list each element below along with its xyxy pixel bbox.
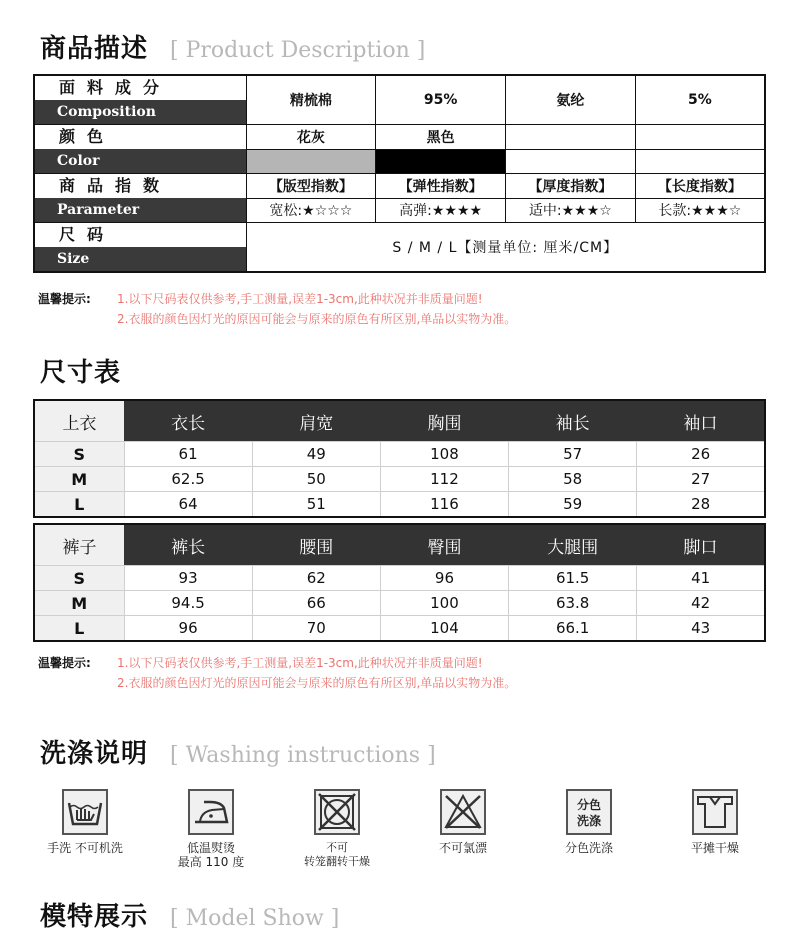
size-value: S / M / L【测量单位: 厘米/CM】 bbox=[246, 223, 765, 273]
pants-size-table bbox=[33, 523, 766, 642]
composition-label-en: Composition bbox=[35, 100, 246, 124]
dry-flat-label: 平摊干燥 bbox=[690, 841, 739, 855]
row-size-label: L bbox=[34, 492, 124, 518]
table-cell: 64 bbox=[124, 492, 252, 518]
note-label: 温馨提示: bbox=[38, 292, 91, 306]
no-tumble-dry-icon bbox=[312, 787, 362, 837]
parameter-value-elasticity: 高弹:★★★★ bbox=[376, 198, 506, 223]
pants-header-thigh: 大腿围 bbox=[509, 524, 637, 566]
description-table bbox=[33, 74, 766, 273]
color-swatch-black bbox=[376, 149, 506, 174]
top-header-category: 上衣 bbox=[34, 400, 124, 442]
row-size-label: L bbox=[34, 616, 124, 642]
parameter-label-cn: 商品指数 bbox=[35, 174, 246, 198]
note-line-2: 2.衣服的颜色因灯光的原因可能会与原来的原色有所区别,单品以实物为准。 bbox=[117, 312, 517, 326]
wash-item bbox=[156, 787, 266, 869]
composition-percent-1: 95% bbox=[376, 75, 506, 125]
table-cell: 58 bbox=[509, 467, 637, 492]
composition-percent-2: 5% bbox=[635, 75, 765, 125]
iron-label: 低温熨烫 bbox=[186, 841, 235, 855]
table-cell: 100 bbox=[380, 591, 508, 616]
color-swatch-gray bbox=[246, 149, 376, 174]
table-cell: 61.5 bbox=[509, 566, 637, 591]
note-block-1 bbox=[38, 289, 516, 329]
table-cell: 51 bbox=[252, 492, 380, 518]
dry-flat-icon bbox=[690, 787, 740, 837]
pants-header-category: 裤子 bbox=[34, 524, 124, 566]
table-row bbox=[34, 467, 765, 492]
top-header-chest: 胸围 bbox=[380, 400, 508, 442]
table-cell: 43 bbox=[637, 616, 765, 642]
table-cell: 96 bbox=[380, 566, 508, 591]
table-cell: 28 bbox=[637, 492, 765, 518]
color-label-cn: 颜色 bbox=[35, 125, 246, 149]
no-bleach-label: 不可氯漂 bbox=[438, 841, 487, 855]
no-bleach-icon bbox=[438, 787, 488, 837]
note-block-2 bbox=[38, 653, 516, 693]
wash-separately-icon-text-2: 洗涤 bbox=[576, 814, 602, 828]
parameter-header-elasticity: 【弹性指数】 bbox=[376, 174, 506, 199]
description-title-cn: 商品描述 bbox=[40, 34, 149, 64]
size-label-en: Size bbox=[35, 247, 246, 271]
row-size-label: S bbox=[34, 566, 124, 591]
size-row bbox=[34, 223, 765, 273]
wash-item bbox=[408, 787, 518, 869]
wash-item bbox=[660, 787, 770, 869]
size-section-title bbox=[40, 352, 121, 389]
wash-separately-icon bbox=[564, 787, 614, 837]
table-cell: 66 bbox=[252, 591, 380, 616]
table-cell: 116 bbox=[380, 492, 508, 518]
description-title-en: [ Product Description ] bbox=[170, 38, 426, 63]
top-header-length: 衣长 bbox=[124, 400, 252, 442]
size-label-cn: 尺码 bbox=[35, 223, 246, 247]
table-cell: 70 bbox=[252, 616, 380, 642]
top-size-table bbox=[33, 399, 766, 518]
parameter-value-fit: 宽松:★☆☆☆ bbox=[246, 198, 376, 223]
table-cell: 62.5 bbox=[124, 467, 252, 492]
parameter-header-thickness: 【厚度指数】 bbox=[506, 174, 636, 199]
table-cell: 93 bbox=[124, 566, 252, 591]
note-label: 温馨提示: bbox=[38, 656, 91, 670]
composition-material-1: 精梳棉 bbox=[246, 75, 376, 125]
size-title-cn: 尺寸表 bbox=[40, 358, 122, 388]
note-line-1: 1.以下尺码表仅供参考,手工测量,误差1-3cm,此种状况并非质量问题! bbox=[117, 656, 483, 670]
composition-label-cn: 面料成分 bbox=[35, 76, 246, 100]
hand-wash-icon bbox=[60, 787, 110, 837]
table-cell: 66.1 bbox=[509, 616, 637, 642]
note-line-2: 2.衣服的颜色因灯光的原因可能会与原来的原色有所区别,单品以实物为准。 bbox=[117, 676, 517, 690]
color-label-en: Color bbox=[35, 149, 246, 173]
iron-low-temp-icon bbox=[186, 787, 236, 837]
color-name-2: 黑色 bbox=[376, 125, 506, 150]
top-header-sleeve: 袖长 bbox=[509, 400, 637, 442]
table-row bbox=[34, 616, 765, 642]
wash-item bbox=[282, 787, 392, 869]
table-cell: 59 bbox=[509, 492, 637, 518]
pants-header-hip: 臀围 bbox=[380, 524, 508, 566]
row-size-label: S bbox=[34, 442, 124, 467]
model-title-cn: 模特展示 bbox=[40, 902, 149, 932]
table-cell: 50 bbox=[252, 467, 380, 492]
table-cell: 62 bbox=[252, 566, 380, 591]
table-cell: 96 bbox=[124, 616, 252, 642]
pants-header-waist: 腰围 bbox=[252, 524, 380, 566]
iron-max-temp-label: 最高 110 度 bbox=[177, 855, 245, 869]
parameter-label-en: Parameter bbox=[35, 198, 246, 222]
table-cell: 27 bbox=[637, 467, 765, 492]
wash-item bbox=[30, 787, 140, 869]
washing-section-title bbox=[40, 733, 436, 770]
top-header-cuff: 袖口 bbox=[637, 400, 765, 442]
pants-table-header bbox=[34, 524, 765, 566]
washing-title-cn: 洗涤说明 bbox=[40, 739, 149, 769]
table-cell: 26 bbox=[637, 442, 765, 467]
no-tumble-dry-top-label: 不可 bbox=[326, 841, 348, 854]
table-cell: 57 bbox=[509, 442, 637, 467]
table-row bbox=[34, 566, 765, 591]
model-section-title bbox=[40, 896, 339, 933]
color-name-1: 花灰 bbox=[246, 125, 376, 150]
washing-icons bbox=[30, 787, 770, 869]
washing-title-en: [ Washing instructions ] bbox=[170, 743, 436, 768]
table-cell: 41 bbox=[637, 566, 765, 591]
note-line-1: 1.以下尺码表仅供参考,手工测量,误差1-3cm,此种状况并非质量问题! bbox=[117, 292, 483, 306]
top-header-shoulder: 肩宽 bbox=[252, 400, 380, 442]
table-cell: 42 bbox=[637, 591, 765, 616]
table-cell: 61 bbox=[124, 442, 252, 467]
table-cell: 108 bbox=[380, 442, 508, 467]
parameter-header-fit: 【版型指数】 bbox=[246, 174, 376, 199]
table-cell: 63.8 bbox=[509, 591, 637, 616]
parameter-value-length: 长款:★★★☆ bbox=[635, 198, 765, 223]
color-row bbox=[34, 125, 765, 150]
table-row bbox=[34, 442, 765, 467]
table-row bbox=[34, 492, 765, 518]
wash-item bbox=[534, 787, 644, 869]
table-cell: 94.5 bbox=[124, 591, 252, 616]
pants-header-length: 裤长 bbox=[124, 524, 252, 566]
parameter-header-length: 【长度指数】 bbox=[635, 174, 765, 199]
table-cell: 112 bbox=[380, 467, 508, 492]
parameter-value-thickness: 适中:★★★☆ bbox=[506, 198, 636, 223]
hand-wash-label: 手洗 不可机洗 bbox=[47, 841, 123, 855]
row-size-label: M bbox=[34, 591, 124, 616]
composition-material-2: 氨纶 bbox=[506, 75, 636, 125]
composition-row bbox=[34, 75, 765, 125]
no-tumble-dry-label: 转笼翻转干燥 bbox=[304, 855, 370, 868]
row-size-label: M bbox=[34, 467, 124, 492]
parameter-header-row bbox=[34, 174, 765, 199]
table-cell: 49 bbox=[252, 442, 380, 467]
wash-separately-icon-text-1: 分色 bbox=[576, 798, 602, 812]
table-row bbox=[34, 591, 765, 616]
table-cell: 104 bbox=[380, 616, 508, 642]
description-section-title bbox=[40, 28, 425, 65]
wash-separately-label: 分色洗涤 bbox=[564, 841, 613, 855]
model-title-en: [ Model Show ] bbox=[170, 906, 340, 931]
pants-header-hem: 脚口 bbox=[637, 524, 765, 566]
top-table-header bbox=[34, 400, 765, 442]
